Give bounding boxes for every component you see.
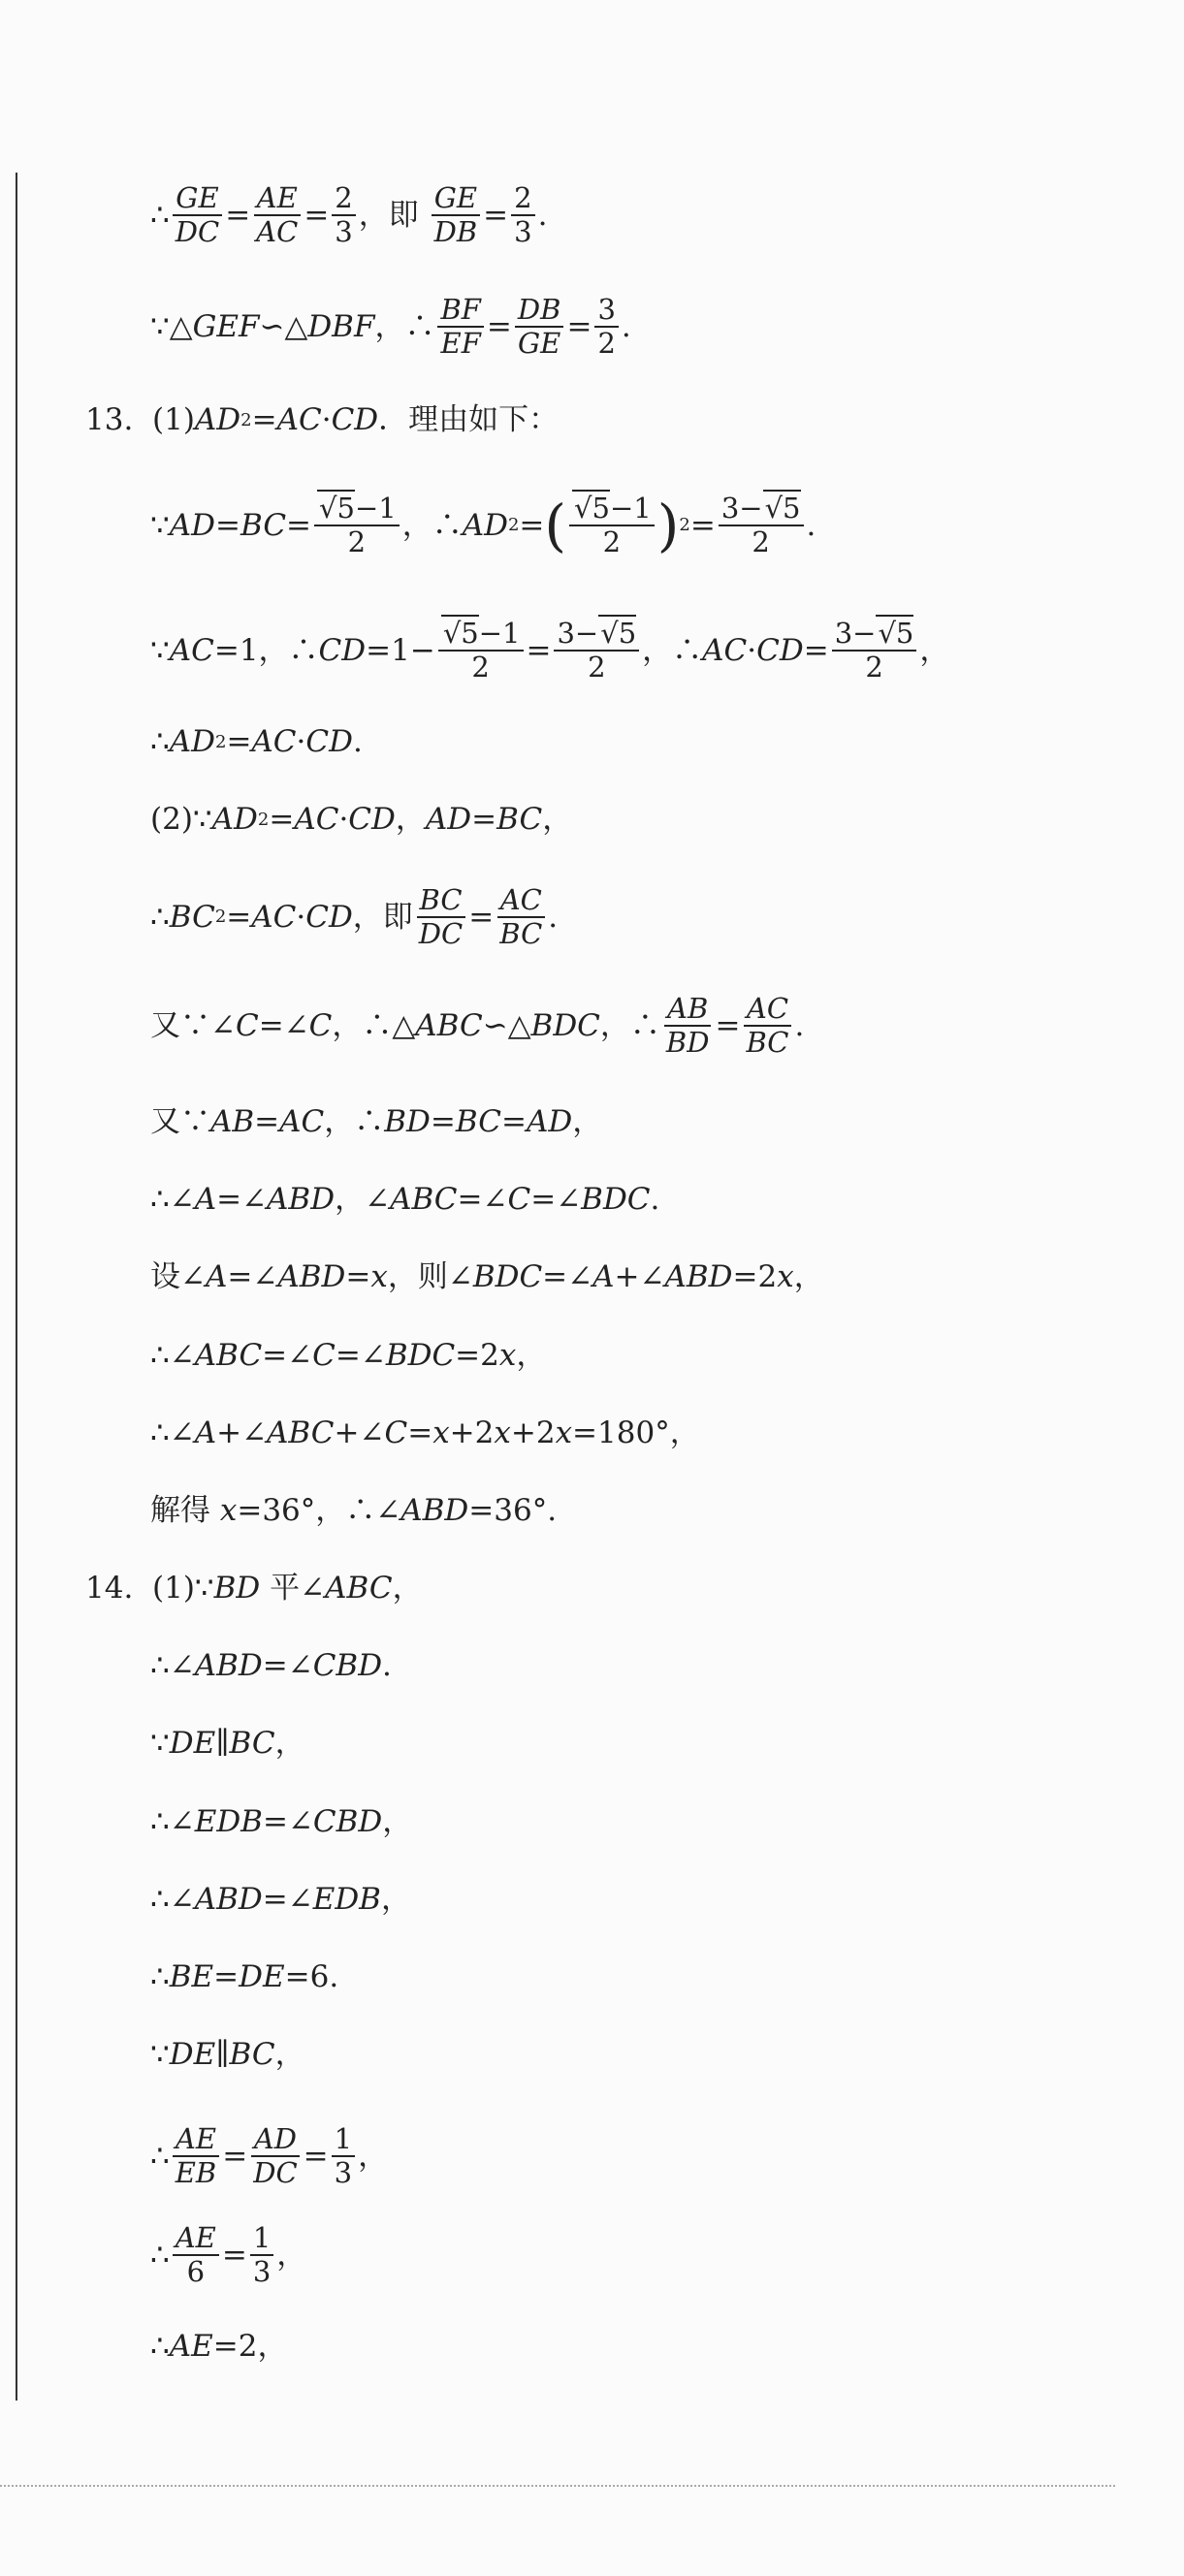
solution-line-18: ∴∠ EDB =∠ CBD ，: [150, 1804, 413, 1839]
solution-line-24: ∴ AE =2，: [150, 2329, 288, 2364]
solution-line-10: ∴∠ A =∠ ABD ，∠ ABC =∠ C =∠ BDC .: [150, 1182, 660, 1217]
margin-rule: [16, 173, 17, 2401]
solution-line-19: ∴∠ ABD =∠ EDB ，: [150, 1882, 411, 1917]
solution-line-14: 解得 x =36°，∴∠ ABD =36°.: [150, 1493, 558, 1528]
solution-line-5: ∴ AD 2 = AC · CD .: [150, 724, 363, 759]
solution-line-16: ∴∠ ABD =∠ CBD .: [150, 1648, 392, 1683]
solution-line-4: ∵ AC =1，∴ CD =1− $\frac{√5-1}{2}$ = $\frac{3-√5}{2}$ ，∴ AC · CD = $\frac{3-√5}{2}$ ，: [150, 617, 950, 684]
solution-line-21: ∵ DE ∥ BC ，: [150, 2037, 305, 2072]
solution-line-12: ∴∠ ABC =∠ C =∠ BDC =2 x ，: [150, 1338, 547, 1373]
problem-13-heading: 13. (1) AD 2 = AC · CD ．理由如下：: [85, 402, 560, 437]
problem-14-heading: 14. (1)∵ BD 平∠ ABC ，: [85, 1571, 423, 1606]
solution-line-7: ∴ BC 2 = AC · CD ，即 $\frac{BC}{DC}$ = $\frac{AC}{BC}$ .: [150, 883, 559, 951]
solution-line-6: (2)∵ AD 2 = AC · CD ， AD = BC ，: [150, 802, 573, 837]
solution-line-17: ∵ DE ∥ BC ，: [150, 1726, 305, 1761]
solution-line-1: ∵△ GEF ∽△ DBF ，∴ $\frac{BF}{EF}$ = $\frac{DB}{GE}$ = $\frac{3}{2}$ .: [150, 293, 631, 361]
solution-line-8: 又∵∠ C =∠ C ，∴△ ABC ∽△ BDC ，∴ $\frac{AB}{BD}$ = $\frac{AC}{BC}$ .: [150, 992, 805, 1060]
page-bottom-dotted-divider: [0, 2485, 1115, 2487]
solution-line-0: ∴ $\frac{GE}{DC}$ = $\frac{AE}{AC}$ = $\frac{2}{3}$ ，即 $\frac{GE}{DB}$ = $\frac{2}{3}$ .: [150, 181, 548, 249]
solution-line-22: ∴ $\frac{AE}{EB}$ = $\frac{AD}{DC}$ = $\frac{1}{3}$ ，: [150, 2122, 389, 2190]
solution-line-9: 又∵ AB = AC ，∴ BD = BC = AD ，: [150, 1104, 603, 1139]
solution-line-23: ∴ $\frac{AE}{6}$ = $\frac{1}{3}$ ，: [150, 2221, 307, 2289]
solution-line-3: ∵ AD = BC = $\frac{√5-1}{2}$ ，∴ AD 2 = ( $\frac{√5-1}{2}$ ) 2 = $\frac{3-√5}{2}$ .: [150, 492, 816, 559]
solution-line-13: ∴∠ A +∠ ABC +∠ C = x +2 x +2 x =180°，: [150, 1415, 700, 1450]
solution-line-20: ∴ BE = DE =6.: [150, 1959, 339, 1994]
solution-line-11: 设∠ A =∠ ABD = x ，则∠ BDC =∠ A +∠ ABD =2 x ，: [150, 1259, 824, 1294]
